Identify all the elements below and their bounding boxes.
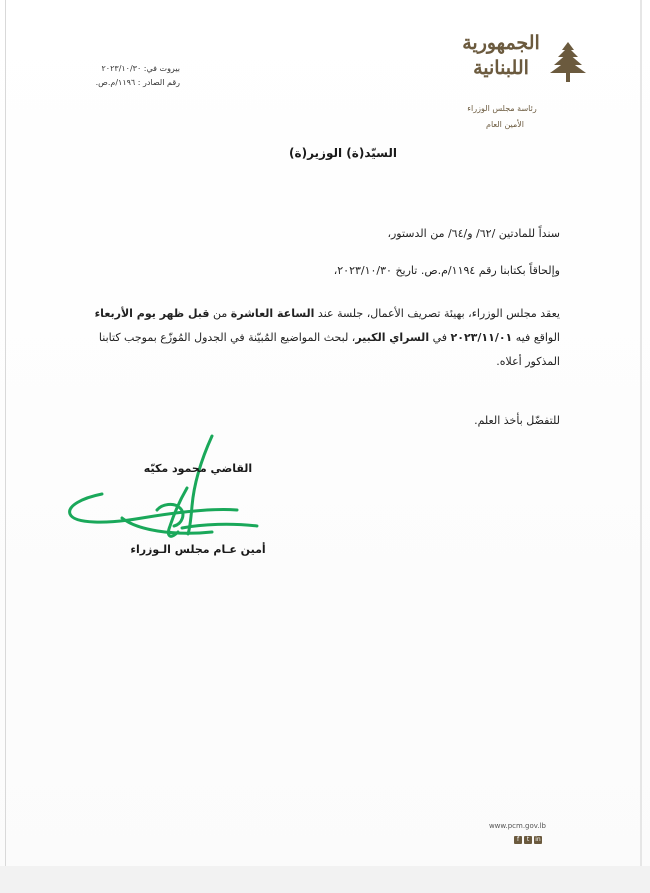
meeting-day: قبل ظهر يوم الأربعاء [94,307,210,320]
linkedin-icon: in [535,836,541,843]
meeting-place: السراي الكبير [355,331,430,344]
meeting-text: يعقد مجلس الوزراء، بهيئة تصريف الأعمال، جلسة عند [314,307,560,320]
meeting-text: ، لبحث المواضيع المُبيّنة في الجدول المُوزّع بموجب كتابنا المذكور أعلاه. [98,331,560,368]
letterhead-office: رئاسة مجلس الوزراء [467,104,537,113]
twitter-icon: t [524,836,532,844]
letterhead-role: الأمين العام [485,120,525,129]
page-edge-left [5,0,6,870]
paragraph-closing: للتفضّل بأخذ العلم. [474,414,560,427]
handwritten-signature [62,428,262,553]
cropped-next-page [0,866,650,893]
paragraph-reference: وإلحاقاً بكتابنا رقم ١١٩٤/م.ص. تاريخ ٢٠٢٣/١٠/٣٠، [333,264,560,277]
meeting-text: في [429,331,451,344]
page-edge-right [640,0,642,870]
footer-website: www.pcm.gov.lb [488,822,546,830]
meeting-text: الواقع فيه [512,331,560,344]
paragraph-meeting [80,302,560,374]
paragraph-legal-basis: سنداً للمادتين /٦٢/ و/٦٤/ من الدستور، [387,227,560,240]
cedar-emblem-icon [548,40,588,86]
date-line: بيروت في: ٢٠٢٣/١٠/٣٠ [101,64,180,73]
meeting-date: ٢٠٢٣/١١/٠١ [450,331,513,344]
reference-number: رقم الصادر : ١١٩٦/م.ص. [95,78,180,87]
letterhead-title [458,30,544,80]
social-icons [514,836,542,844]
signer-title: أمين عـام مجلس الـوزراء [130,543,266,556]
facebook-icon: f [514,836,522,844]
meeting-time: الساعة العاشرة [230,307,315,320]
signer-name: القاضي محمود مكيّه [143,462,253,475]
meeting-text: من [209,307,231,320]
letterhead-title-line2: اللبنانية [473,57,529,79]
date-block [70,62,180,90]
letterhead-title-line1: الجمهورية [462,32,540,54]
addressee: السيّد(ة) الوزير(ة) [289,146,397,160]
